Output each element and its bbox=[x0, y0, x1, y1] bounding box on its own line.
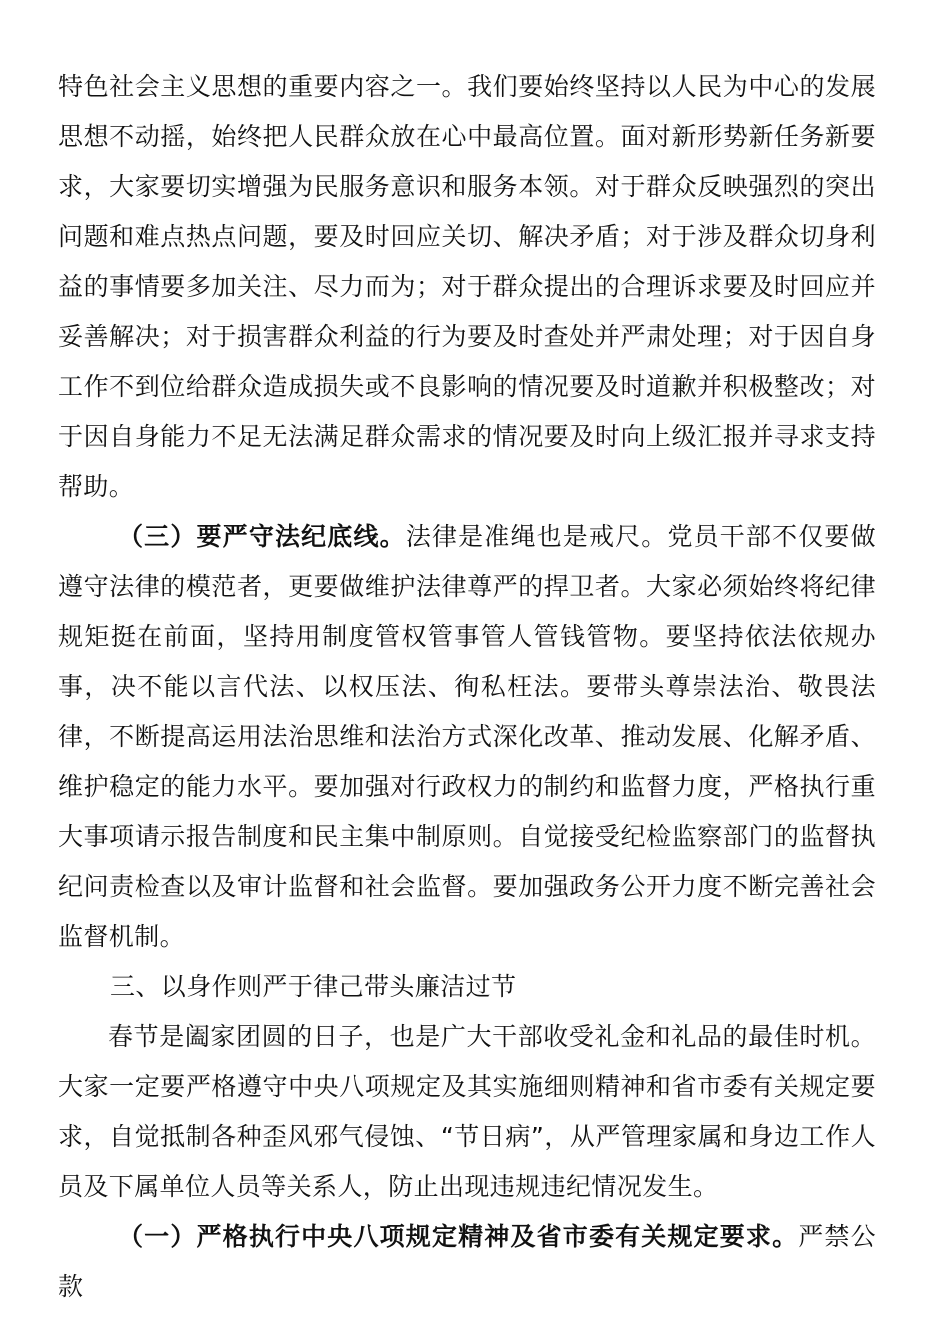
paragraph-spring-festival: 春节是阖家团圆的日子，也是广大干部收受礼金和礼品的最佳时机。大家一定要严格遵守中央八项规定及其实施细则精神和省市委有关规定要求，自觉抵制各种歪风邪气侵蚀、“节日病”，从严管理家属和身边工作人员及下属单位人员等关系人，防止出现违规违纪情况发生。 bbox=[58, 1022, 876, 1201]
paragraph-law-body: 法律是准绳也是戒尺。党员干部不仅要做遵守法律的模范者，更要做维护法律尊严的捍卫者。大家必须始终将纪律规矩挺在前面，坚持用制度管权管事管人管钱管物。要坚持依法依规办事，决不能以言代法、以权压法、徇私枉法。要带头尊崇法治、敬畏法律，不断提高运用法治思维和法治方式深化改革、推动发展、化解矛盾、维护稳定的能力水平。要加强对行政权力的制约和监督力度，严格执行重大事项请示报告制度和民主集中制原则。自觉接受纪检监察部门的监督执纪问责检查以及审计监督和社会监督。要加强政务公开力度不断完善社会监督机制。 bbox=[58, 522, 877, 951]
paragraph-law-discipline bbox=[58, 512, 876, 962]
section-heading-eight-rules: （一）严格执行中央八项规定精神及省市委有关规定要求。 bbox=[118, 1222, 799, 1251]
section-heading-three: 三、以身作则严于律己带头廉洁过节 bbox=[110, 972, 517, 1001]
paragraph-eight-rules-body: 严禁公款 bbox=[58, 1222, 876, 1301]
paragraph-people-centered: 特色社会主义思想的重要内容之一。我们要始终坚持以人民为中心的发展思想不动摇，始终把人民群众放在心中最高位置。面对新形势新任务新要求，大家要切实增强为民服务意识和服务本领。对于群众反映强烈的突出问题和难点热点问题，要及时回应关切、解决矛盾；对于涉及群众切身利益的事情要多加关注、尽力而为；对于群众提出的合理诉求要及时回应并妥善解决；对于损害群众利益的行为要及时查处并严肃处理；对于因自身工作不到位给群众造成损失或不良影响的情况要及时道歉并积极整改；对于因自身能力不足无法满足群众需求的情况要及时向上级汇报并寻求支持帮助。 bbox=[58, 72, 876, 501]
section-heading-law: （三）要严守法纪底线。 bbox=[118, 522, 406, 551]
paragraph-eight-rules bbox=[58, 1212, 876, 1312]
